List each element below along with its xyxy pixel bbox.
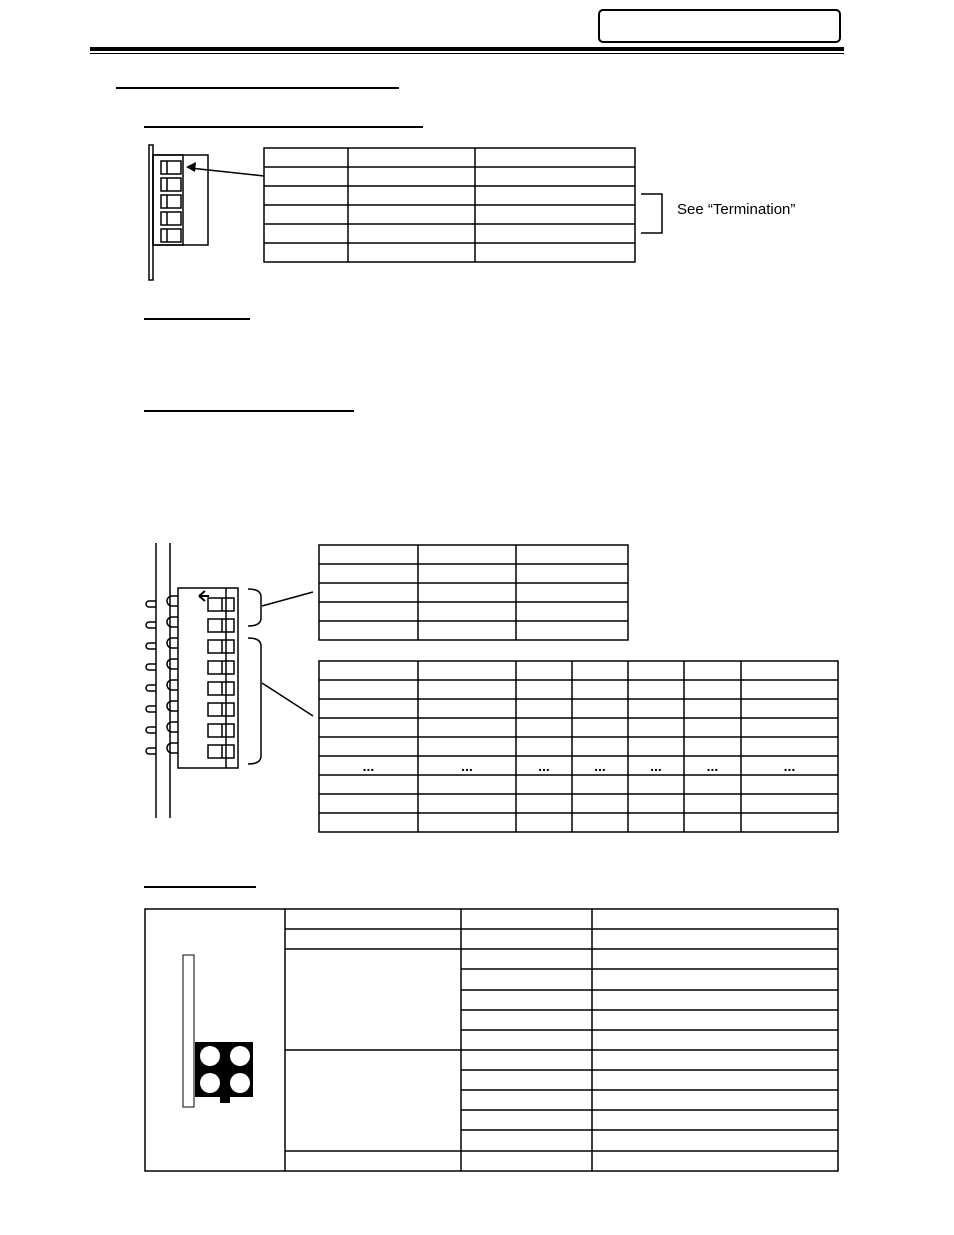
ellipsis-cell: ...	[650, 758, 662, 774]
led-cluster-figure	[195, 1042, 253, 1103]
ellipsis-cell: ...	[538, 758, 550, 774]
connector-multipin-figure	[146, 543, 313, 818]
led-3-icon	[200, 1073, 220, 1093]
pin-table-1	[264, 148, 635, 262]
arrow-head-icon	[186, 162, 196, 172]
led-2-icon	[230, 1046, 250, 1066]
led-1-icon	[200, 1046, 220, 1066]
ellipsis-cell: ...	[783, 758, 796, 774]
led-4-icon	[230, 1073, 250, 1093]
led-table	[145, 909, 838, 1171]
connector-5pin-figure	[149, 145, 264, 280]
ellipsis-cell: ...	[461, 758, 473, 774]
termination-bracket	[641, 194, 662, 233]
ellipsis-cell: ...	[362, 758, 375, 774]
pin-table-3	[319, 661, 838, 832]
pin-table-2	[319, 545, 628, 640]
termination-note: See “Termination”	[677, 201, 796, 218]
ellipsis-cell: ...	[594, 758, 606, 774]
ellipsis-cell: ...	[706, 758, 719, 774]
